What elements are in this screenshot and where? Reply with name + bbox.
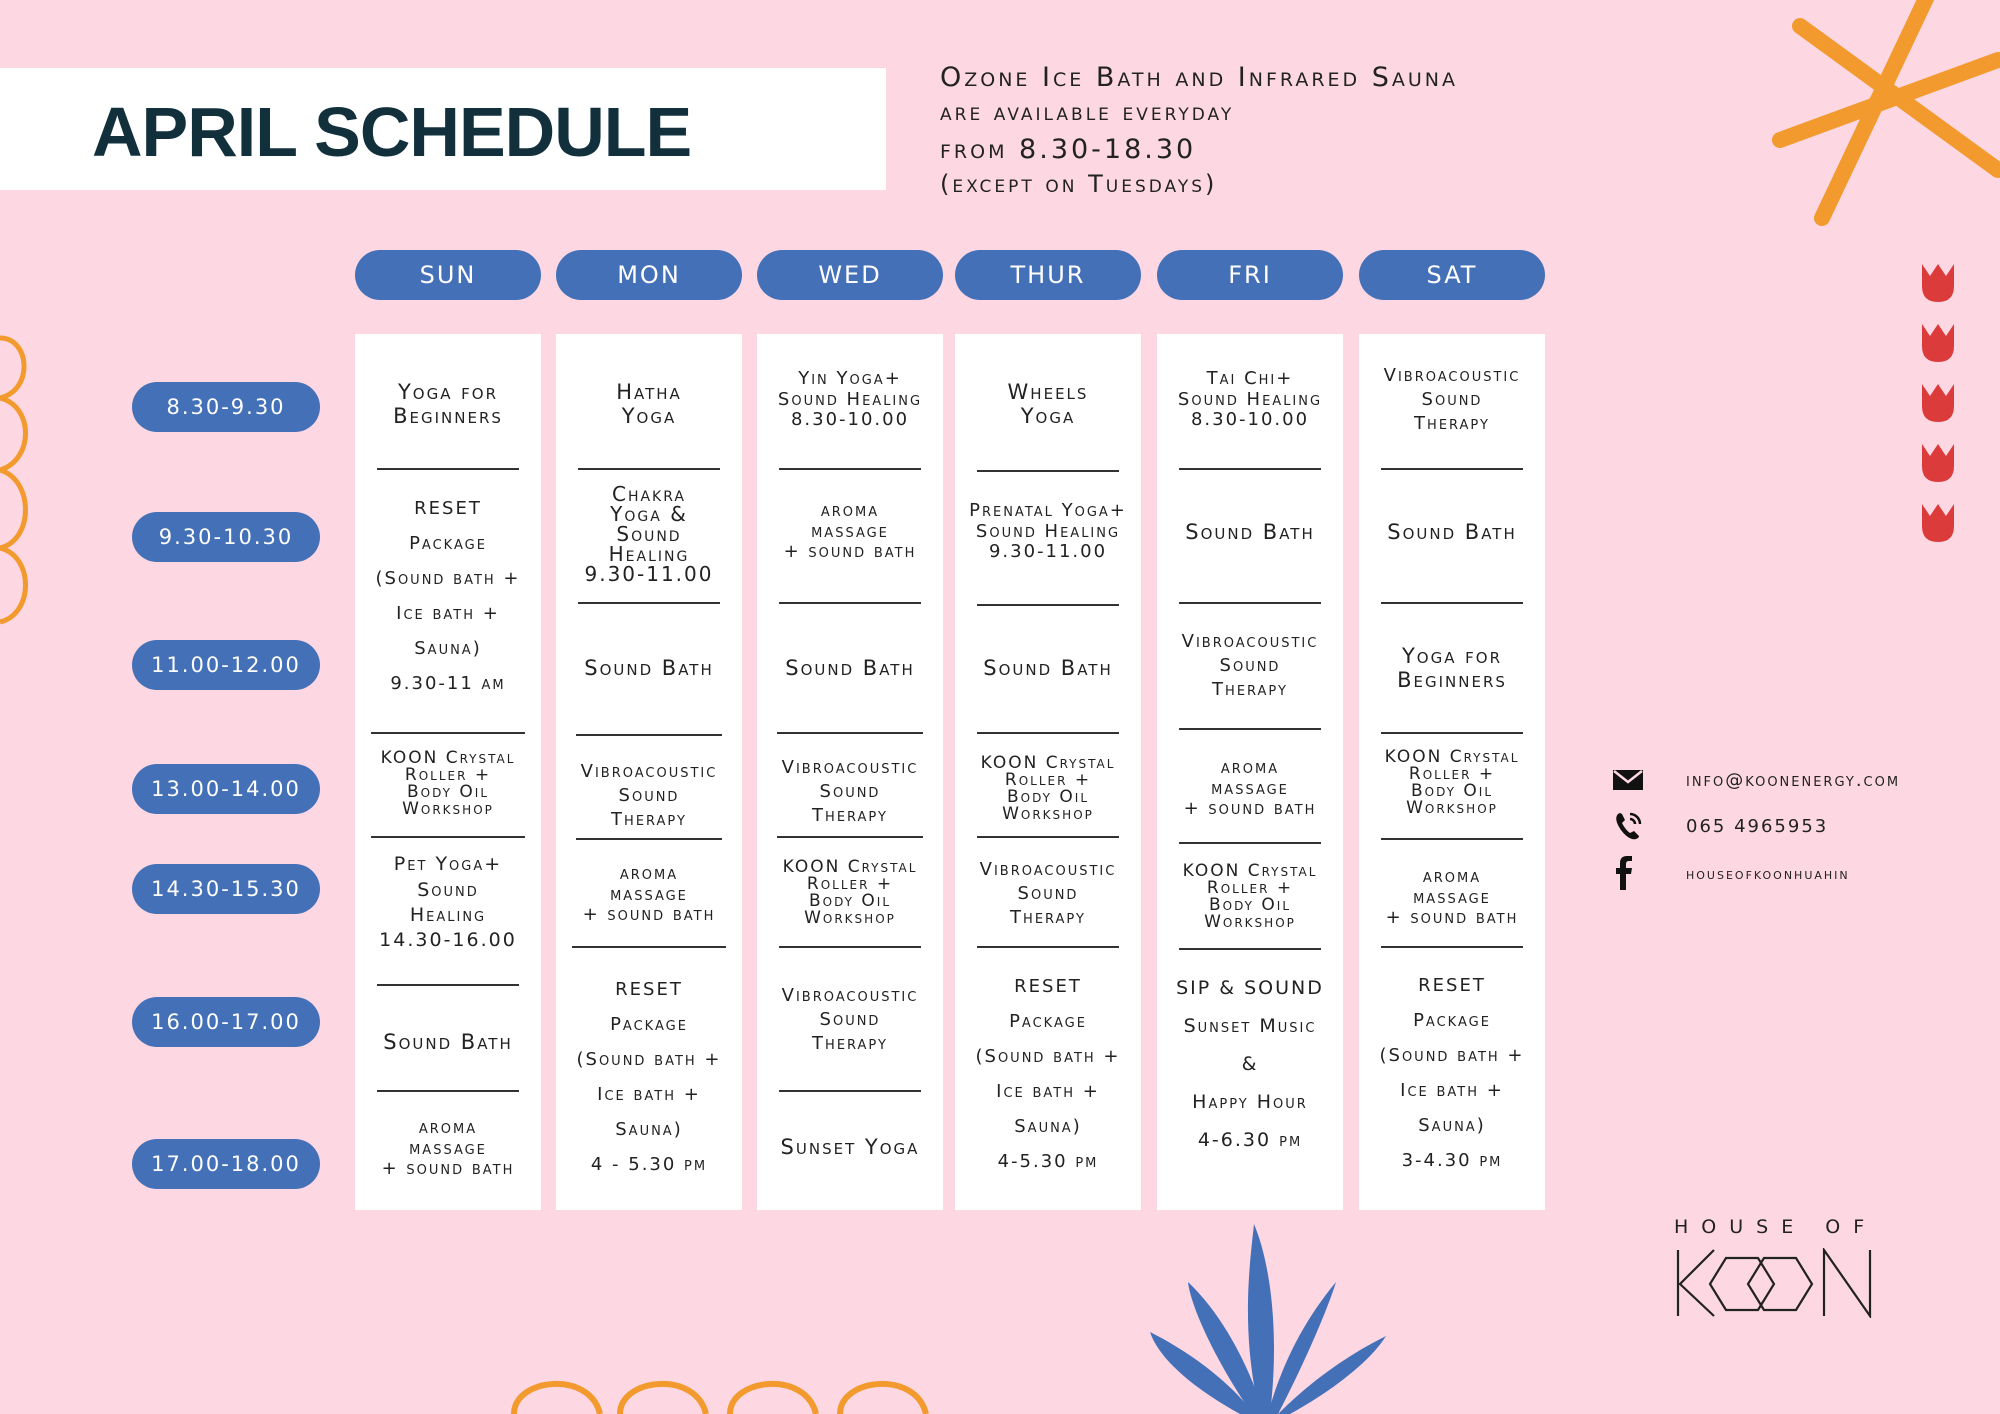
- class-entry: Hatha Yoga: [616, 379, 682, 428]
- separator: [1381, 946, 1523, 948]
- class-entry: KOON Crystal Roller + Body Oil Workshop: [980, 753, 1116, 824]
- red-tulips-decoration: [1916, 262, 1960, 562]
- class-entry: Sound Bath: [383, 1029, 513, 1054]
- day-header-sat: SAT: [1359, 250, 1545, 300]
- class-entry: Tai Chi+ Sound Healing 8.30-10.00: [1177, 367, 1323, 431]
- class-entry: KOON Crystal Roller + Body Oil Workshop: [380, 748, 516, 819]
- contact-email[interactable]: [1612, 762, 1900, 798]
- separator: [578, 602, 720, 604]
- class-entry: SIP & SOUND Sunset Music & Happy Hour 4-6.30 pm: [1176, 977, 1324, 1151]
- separator: [779, 946, 921, 948]
- class-entry: Vibroacoustic Sound Therapy: [979, 858, 1117, 929]
- class-entry: RESET Package (Sound bath + Ice bath + Sauna) 3-4.30 pm: [1379, 975, 1525, 1171]
- separator: [977, 604, 1119, 606]
- class-entry: Sound Bath: [584, 655, 714, 680]
- separator: [1179, 468, 1321, 470]
- class-entry: aroma massage + sound bath: [783, 499, 917, 563]
- class-entry: Yoga for Beginners: [1397, 643, 1507, 692]
- class-entry: RESET Package (Sound bath + Ice bath + Sauna) 4-5.30 pm: [975, 976, 1121, 1172]
- separator: [578, 468, 720, 470]
- class-entry: Sound Bath: [785, 655, 915, 680]
- availability-note-line-2: are available everyday: [940, 98, 1235, 126]
- class-entry: Wheels Yoga: [1007, 379, 1089, 428]
- class-entry: aroma massage + sound bath: [582, 862, 716, 926]
- availability-note-line-1: Ozone Ice Bath and Infrared Sauna: [940, 62, 1458, 93]
- class-entry: Prenatal Yoga+ Sound Healing 9.30-11.00: [969, 499, 1127, 563]
- class-entry: aroma massage + sound bath: [1385, 865, 1519, 929]
- day-header-mon: MON: [556, 250, 742, 300]
- brand-tagline: HOUSE OF: [1674, 1216, 1878, 1238]
- separator: [1179, 728, 1321, 730]
- class-entry: Vibroacoustic Sound Therapy: [580, 760, 718, 831]
- day-header-wed: WED: [757, 250, 943, 300]
- class-entry: Sound Bath: [1185, 519, 1315, 544]
- class-entry: Yoga for Beginners: [393, 379, 503, 428]
- time-slot-1: 8.30-9.30: [132, 382, 320, 432]
- time-slot-7: 17.00-18.00: [132, 1139, 320, 1189]
- mail-icon: [1612, 762, 1654, 798]
- orange-loops-bottom-decoration: [500, 1370, 980, 1414]
- class-entry: Chakra Yoga & Sound Healing 9.30-11.00: [584, 482, 714, 586]
- day-header-sun: SUN: [355, 250, 541, 300]
- class-entry: aroma massage + sound bath: [1183, 756, 1317, 820]
- day-column-fri: [1157, 334, 1343, 1210]
- class-entry: Vibroacoustic Sound Therapy: [781, 984, 919, 1055]
- page-title: APRIL SCHEDULE: [92, 93, 692, 171]
- separator: [1381, 732, 1523, 734]
- contact-facebook[interactable]: [1612, 855, 1850, 891]
- separator: [977, 946, 1119, 948]
- separator: [576, 734, 722, 736]
- separator: [1179, 948, 1321, 950]
- time-slot-3: 11.00-12.00: [132, 640, 320, 690]
- day-header-fri: FRI: [1157, 250, 1343, 300]
- separator: [371, 732, 525, 734]
- day-header-thur: THUR: [955, 250, 1141, 300]
- class-entry: KOON Crystal Roller + Body Oil Workshop: [1384, 747, 1520, 818]
- separator: [377, 1090, 519, 1092]
- separator: [779, 1090, 921, 1092]
- orange-starburst-decoration: [1740, 0, 2000, 230]
- separator: [977, 470, 1119, 472]
- facebook-icon: [1612, 855, 1654, 891]
- separator: [1381, 468, 1523, 470]
- time-slot-2: 9.30-10.30: [132, 512, 320, 562]
- separator: [779, 602, 921, 604]
- separator: [572, 946, 726, 948]
- separator: [777, 836, 923, 838]
- class-entry: aroma massage + sound bath: [381, 1116, 515, 1180]
- orange-loops-left-decoration: [0, 330, 40, 630]
- blue-plant-decoration: [1140, 1222, 1400, 1414]
- separator: [377, 468, 519, 470]
- class-entry: KOON Crystal Roller + Body Oil Workshop: [1182, 861, 1318, 932]
- separator: [1381, 602, 1523, 604]
- separator: [779, 468, 921, 470]
- class-entry: RESET Package (Sound bath + Ice bath + Sauna) 4 - 5.30 pm: [576, 979, 722, 1175]
- separator: [977, 836, 1119, 838]
- separator: [777, 732, 923, 734]
- class-entry: Pet Yoga+ Sound Healing 14.30-16.00: [379, 853, 517, 952]
- class-entry: KOON Crystal Roller + Body Oil Workshop: [782, 857, 918, 928]
- time-slot-4: 13.00-14.00: [132, 764, 320, 814]
- brand-name-text: KOON: [1776, 1288, 1779, 1289]
- contact-phone-text: 065 4965953: [1686, 815, 1829, 837]
- separator: [576, 838, 722, 840]
- time-slot-6: 16.00-17.00: [132, 997, 320, 1047]
- class-entry: Sound Bath: [983, 655, 1113, 680]
- contact-email-text: info@koonenergy.com: [1686, 769, 1901, 791]
- phone-icon: [1612, 808, 1654, 844]
- day-column-sun: [355, 334, 541, 1210]
- class-entry: Sound Bath: [1387, 519, 1517, 544]
- time-slot-5: 14.30-15.30: [132, 864, 320, 914]
- contact-phone[interactable]: [1612, 808, 1828, 844]
- class-entry: Yin Yoga+ Sound Healing 8.30-10.00: [777, 367, 923, 431]
- class-entry: Vibroacoustic Sound Therapy: [1181, 630, 1319, 701]
- contact-facebook-text: houseofkoonhuahin: [1686, 863, 1850, 883]
- separator: [1381, 838, 1523, 840]
- day-column-mon: [556, 334, 742, 1210]
- separator: [377, 984, 519, 986]
- day-column-thur: [955, 334, 1141, 1210]
- brand-logo: [1674, 1248, 1878, 1318]
- class-entry: RESET Package (Sound bath + Ice bath + Sauna) 9.30-11 am: [375, 498, 521, 694]
- separator: [371, 836, 525, 838]
- availability-note-line-3: from 8.30-18.30: [940, 134, 1197, 165]
- day-column-wed: [757, 334, 943, 1210]
- separator: [977, 732, 1119, 734]
- class-entry: Vibroacoustic Sound Therapy: [781, 756, 919, 827]
- class-entry: Vibroacoustic Sound Therapy: [1383, 364, 1521, 435]
- separator: [1179, 602, 1321, 604]
- day-column-sat: [1359, 334, 1545, 1210]
- separator: [1179, 842, 1321, 844]
- class-entry: Sunset Yoga: [780, 1134, 920, 1159]
- availability-note-line-4: (except on Tuesdays): [940, 170, 1218, 198]
